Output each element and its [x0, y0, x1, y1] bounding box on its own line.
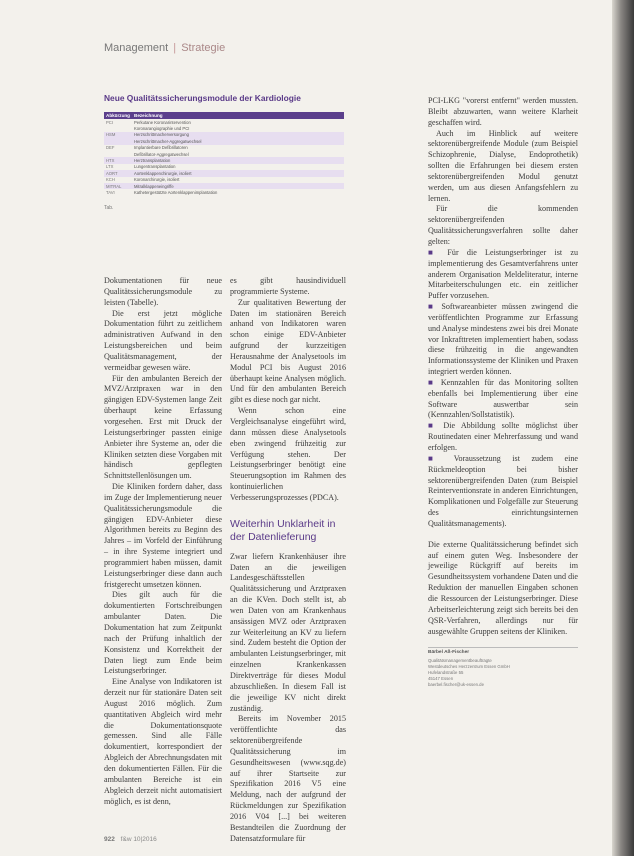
table-cell: LTX	[106, 164, 114, 170]
text-column-2	[230, 276, 346, 845]
table-cell: Koronarangiographie und PCI	[134, 125, 190, 131]
book-spine-shadow	[612, 0, 634, 856]
bullet-square-icon: ■	[428, 421, 438, 431]
qs-module-table	[104, 112, 344, 196]
paragraph: PCI-LKG "vorerst entfernt" werden mussten. Bleibt abzuwarten, wann weitere Klarheit geschaffen wird.	[428, 96, 578, 127]
table-cell: Aortenklappenchirurgie, isoliert	[132, 170, 344, 176]
table-cell: Koronarchirurgie, isoliert	[134, 177, 180, 183]
paragraph: Dies gilt auch für die dokumentierten Fortschreibungen ambulanter Daten. Die Dokumentation hat zum Zeitpunkt nach der Prüfung inhaltlich der Konsistenz und Korrektheit der Daten liegt zum Ende beim Leistungserbringer.	[104, 590, 222, 676]
paragraph: Bereits im November 2015 veröffentlichte das sektorenübergreifende Qualitätssicherung im Gesundheitswesen (www.sqg.de) auf ihrer Startseite zur Spezifikation 2016 V5 eine Meldung, nach der aufgrund der Rückmeldungen zur Spezifikation 2016 V04 [...] bei weiteren Bestandteilen die Zuordnung der Datensatzformulare für	[230, 714, 346, 843]
paragraph: Die Kliniken fordern daher, dass im Zuge der Implementierung neuer Qualitätssicherungsmodule die gängigen EDV-Anbieter diese Algorithmen bereits zu Beginn des Jahres – im Vorfeld der Einführung – in ihre Systeme integriert und programmiert haben müssen, damit Leistungserbringer diese dann auch fristgerecht umsetzen können.	[104, 482, 222, 589]
table-cell: HSM	[104, 132, 132, 138]
subsection-label: Strategie	[181, 42, 226, 54]
paragraph: Für die kommenden sektorenübergreifenden Qualitätssicherungsverfahren sollte daher gelten:	[428, 204, 578, 246]
section-label: Management	[104, 42, 169, 54]
bullet-text: Voraussetzung ist zudem eine Rückmeldeoption bei bisher sektorenübergreifenden Daten (zum Beispiel Reinterventionsrate in anderen Einrichtungen, Komplikationen und Folgefälle zur Steuerung des einrichtungsinternen Qualitätsmanagements).	[428, 453, 578, 528]
section-header	[104, 42, 225, 54]
column-header-name: Bezeichnung	[132, 112, 344, 119]
table-cell: Kathetergestützte Aortenklappenimplantation	[134, 189, 218, 195]
table-cell: Herzschrittmacher-Aggregatwechsel	[132, 138, 344, 144]
table-cell: Defibrillator-Aggregatwechsel	[134, 151, 189, 157]
table-cell: Lungentransplantation	[134, 164, 176, 170]
bullet-text: Die Abbildung sollte möglichst über Routinedaten einer Mehrerfassung und wand erfolgen.	[428, 421, 578, 452]
bullet-square-icon: ■	[428, 377, 436, 387]
table-cell: Mitralklappeneingriffe	[132, 183, 344, 189]
bullet-text: Für die Leistungserbringer ist zu implementierung des Gesamtverfahrens unter anderem Organisation Meldeliteratur, interne Mitarbeiterschulungen etc. ein zeitlicher Puffer vorzusehen.	[428, 247, 578, 301]
table-cell: KCH	[106, 177, 115, 183]
column-header-abbr: Abkürzung	[106, 113, 130, 118]
paragraph: es gibt hausindividuell programmierte Systeme.	[230, 276, 346, 296]
table-cell: HTX	[104, 157, 132, 163]
author-line: Westdeutsches Herzzentrum Essen GmbH	[428, 664, 510, 670]
paragraph: Dokumentationen für neue Qualitätssicherungsmodule zu leisten (Tabelle).	[104, 276, 222, 307]
table-cell: Herztransplantation	[132, 157, 344, 163]
author-line: 45147 Essen	[428, 676, 454, 682]
table-row	[104, 189, 344, 195]
table-cell: DEF	[106, 145, 115, 151]
page-footer	[104, 836, 157, 843]
text-column-3	[428, 96, 578, 688]
bullet-square-icon: ■	[428, 247, 440, 257]
header-separator: |	[173, 42, 177, 54]
bullet-text: Softwareanbieter müssen zwingend die veröffentlichten Programme zur Erfassung und Analyse mindestens zwei bis drei Monate vor Inkrafttreten implementiert haben, sodass diese frühzeitig in die angewandten Informationssysteme der Kliniken und Praxen integriert werden können.	[428, 302, 578, 377]
text-column-1	[104, 276, 222, 807]
table-header-row	[104, 112, 344, 119]
paragraph: Zur qualitativen Bewertung der Daten im stationären Bereich anhand von Indikatoren waren schon einige EDV-Anbieter aufgrund der kurzzeitigen Herausnahme der Analysetools im Modul PCI bis August 2016 überhaupt keine Analysen möglich. Und für den ambulanten Bereich gibt es diese noch gar nicht.	[230, 297, 346, 405]
table-cell: AORT	[104, 170, 132, 176]
paragraph: Die erst jetzt mögliche Dokumentation führt zu zeitlichem administrativen Aufwand in den Leistungsbereichen und beim Qualitätsmanagement, der vermeidbar gewesen wäre.	[104, 308, 222, 372]
author-email: baerbel.fischer@uk-essen.de	[428, 682, 484, 688]
paragraph: Für den ambulanten Bereich der MVZ/Arztpraxen war in den gängigen EDV-Systemen lange Zeit überhaupt keine Erfassung vorgesehen. Erst mit Druck der Leistungserbringer passten einige Anbieter ihre Systeme an, oder die Kliniken setzten diese Vorgaben mit händisch gepflegten Schnittstellenlösungen um.	[104, 373, 222, 481]
paragraph: Zwar liefern Krankenhäuser ihre Daten an die jeweiligen Landesgeschäftsstellen Qualitätssicherung und Arztpraxen an die KVen. Doch stellt ist, ab wen Daten von am Krankenhaus ansässigen MVZ oder Arztpraxen zur Weiterleitung an KV zu liefern sind. Zudem besteht die Option der ambulanten Leistungserbringer, mit einzelnen Krankenkassen Direktverträge für dieses Modul abzuschließen. In diesem Fall ist die jeweilige KV nicht direkt zuständig.	[230, 551, 346, 713]
qs-module-table-box	[104, 93, 404, 211]
author-box	[428, 647, 578, 688]
paragraph: Eine Analyse von Indikatoren ist derzeit nur für stationäre Daten seit August 2016 möglich. Zum quantitativen Abgleich wird mehr die Dokumentationsquote gemessen. Sind alle Fälle dokumentiert, korrespondiert der Abgleich der Abrechnungsdaten mit den dokumentierten Fällen. Für die ambulanten Bereiche ist ein Abgleich derzeit nicht automatisiert möglich, es ist denn,	[104, 677, 222, 806]
table-cell: TAVI	[106, 189, 115, 195]
table-cell: Herzschrittmacherversorgung	[132, 132, 344, 138]
bullet-square-icon: ■	[428, 302, 437, 312]
bullet-square-icon: ■	[428, 453, 443, 463]
author-line: Hufelandstraße 55	[428, 670, 464, 676]
paragraph: Wenn schon eine Vergleichsanalyse eingeführt wird, dann müssen diese Analysetools eben zwingend frühzeitig zur Verfügung stehen. Der Leistungserbringer benötigt eine Steuerungsoption im Rahmen des kontinuierlichen Verbesserungsprozesses (PDCA).	[230, 406, 346, 502]
journal-name: f&w 10|2016	[120, 836, 157, 843]
bullet-text: Kennzahlen für das Monitoring sollten ebenfalls bei Implementierung über eine Software auswertbar sein (Kennzahlen/Sollstatistik).	[428, 377, 578, 420]
bullet-item	[428, 302, 578, 378]
table-cell: MITRAL	[104, 183, 132, 189]
subheading: Weiterhin Unklarheit in der Datenlieferung	[230, 517, 336, 543]
table-cell: Implantierbare Defibrillatoren	[134, 145, 188, 151]
paragraph: Die externe Qualitätssicherung befindet sich auf einem guten Weg. Insbesondere der jeweilige Rückgriff auf bereits im Gesundheitssystem vorhandene Daten und die Reduktion der manuellen Eingaben schonen die Ressourcen der Leistungserbringer. Diese Arbeitserleichterung zeigt sich bereits bei den QSR-Verfahren, allerdings nur für ausgewählte Gruppen seitens der Kliniken.	[428, 539, 578, 636]
bullet-item	[428, 378, 578, 421]
table-cell: PCI	[106, 119, 113, 125]
page-number: 922	[104, 836, 115, 843]
author-line: Qualitätsmanagementbeauftragte	[428, 658, 492, 664]
bullet-item	[428, 248, 578, 302]
paragraph: Auch im Hinblick auf weitere sektorenübergreifende Module (zum Beispiel Schizophrenie, Dialyse, Endoprothetik) sollten die Erfahrungen bei diesem ersten sektorenübergreifenden Modul genutzt werden, um aus diesen Anfangsfehlern zu lernen.	[428, 128, 578, 203]
table-cell: Perkutane Koronarintervention	[134, 119, 191, 125]
bullet-item	[428, 454, 578, 530]
table-title: Neue Qualitätssicherungsmodule der Kardiologie	[104, 93, 301, 103]
author-name: Bärbel Aß-Fischer	[428, 650, 470, 656]
table-caption: Tab.	[104, 204, 114, 211]
bullet-item	[428, 421, 578, 454]
